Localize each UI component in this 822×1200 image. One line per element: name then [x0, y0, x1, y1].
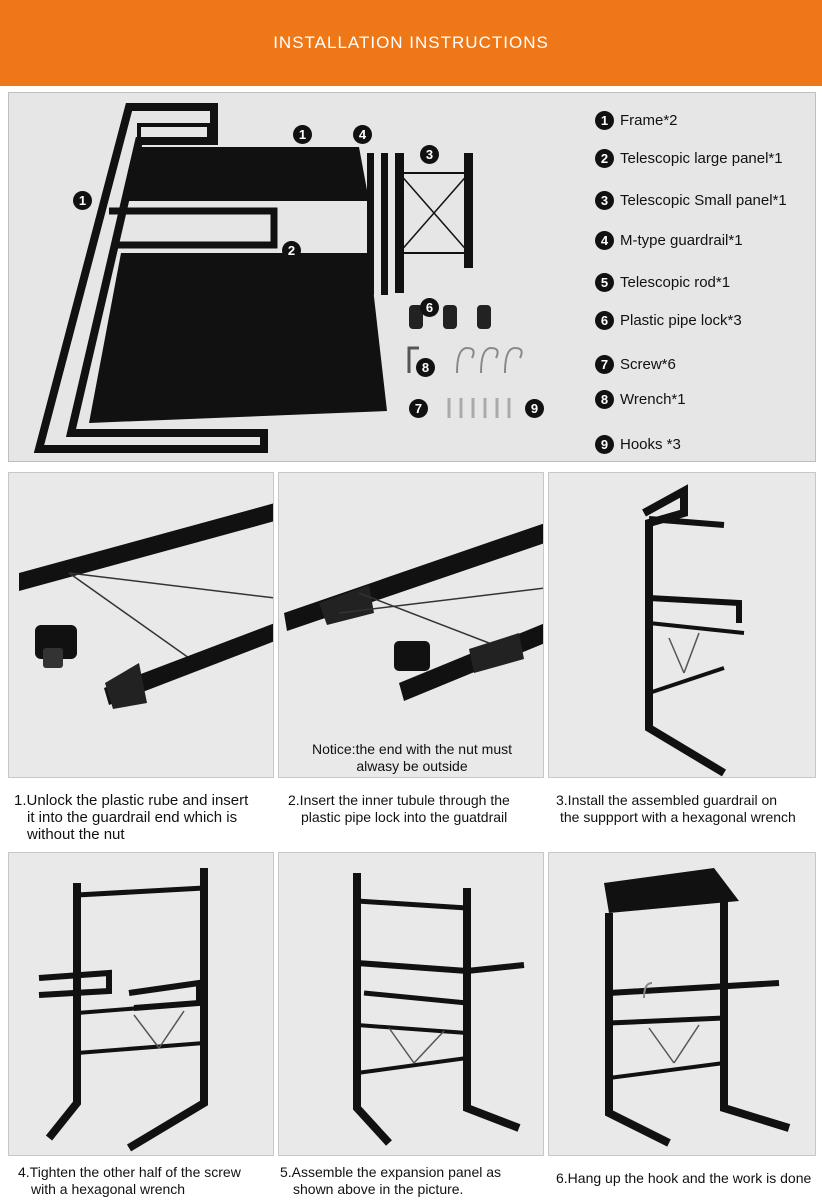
legend-label: M-type guardrail*1: [620, 232, 743, 249]
callout-hooks: 9: [525, 399, 544, 418]
legend-item: 2 Telescopic large panel*1: [595, 149, 783, 168]
legend-item: 5 Telescopic rod*1: [595, 273, 730, 292]
step-4-image: [8, 852, 274, 1156]
step-5-caption: 5.Assemble the expansion panel as shown above in the picture.: [280, 1164, 502, 1197]
legend-label: Hooks *3: [620, 436, 681, 453]
callout-frame: 1: [293, 125, 312, 144]
legend-label: Screw*6: [620, 356, 676, 373]
legend-item: 9 Hooks *3: [595, 435, 681, 454]
step-4-caption: 4.Tighten the other half of the screw with a hexagonal wrench: [18, 1164, 241, 1197]
callout-frame-2: 1: [73, 191, 92, 210]
page-header: [0, 0, 822, 86]
step-2-image: [278, 472, 544, 778]
legend-item: 6 Plastic pipe lock*3: [595, 311, 742, 330]
legend-item: 3 Telescopic Small panel*1: [595, 191, 787, 210]
legend-label: Frame*2: [620, 112, 678, 129]
legend-item: 7 Screw*6: [595, 355, 676, 374]
callout-wrench: 8: [416, 358, 435, 377]
parts-illustration: [9, 93, 589, 461]
legend-label: Plastic pipe lock*3: [620, 312, 742, 329]
legend-item: 4 M-type guardrail*1: [595, 231, 743, 250]
step-1-caption: 1.Unlock the plastic rube and insert it into the guardrail end which is without the nut: [14, 792, 249, 843]
step-6-image: [548, 852, 816, 1156]
step-6-caption: 6.Hang up the hook and the work is done: [556, 1170, 812, 1186]
legend-label: Wrench*1: [620, 391, 686, 408]
legend-label: Telescopic rod*1: [620, 274, 731, 291]
page-title: INSTALLATION INSTRUCTIONS: [273, 33, 549, 52]
legend-label: Telescopic large panel*1: [620, 150, 783, 167]
legend-item: 1 Frame*2: [595, 111, 678, 130]
callout-large-panel: 2: [282, 241, 301, 260]
step-3-image: [548, 472, 816, 778]
callout-small-panel: 3: [420, 145, 439, 164]
callout-pipe-lock: 6: [420, 298, 439, 317]
step-2-caption: 2.Insert the inner tubule through the plastic pipe lock into the guatdrail: [288, 792, 510, 825]
parts-legend: [595, 93, 822, 463]
parts-overview: [8, 92, 816, 462]
legend-label: Telescopic Small panel*1: [620, 192, 787, 209]
step-2-notice: Notice:the end with the nut must alwasy be outside: [312, 741, 512, 774]
step-3-caption: 3.Install the assembled guardrail on the suppport with a hexagonal wrench: [556, 792, 796, 825]
legend-item: 8 Wrench*1: [595, 390, 686, 409]
step-5-image: [278, 852, 544, 1156]
step-1-image: [8, 472, 274, 778]
callout-guardrail: 4: [353, 125, 372, 144]
callout-screw: 7: [409, 399, 428, 418]
